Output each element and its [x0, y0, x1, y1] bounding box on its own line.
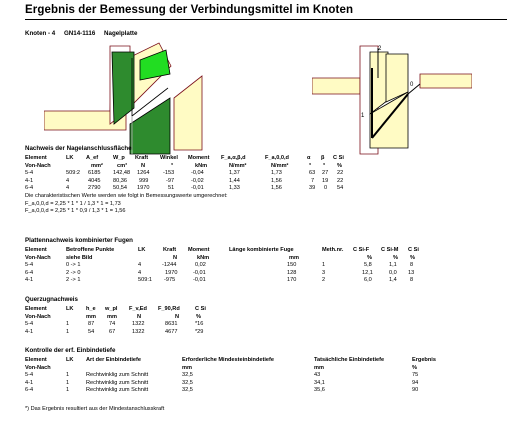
footnote: *) Das Ergebnis resultiert aus der Mindestanschlusskraft [25, 406, 165, 412]
nail-plate-bottom [130, 98, 170, 154]
timber-right [420, 74, 472, 88]
table-row: 4-1 4 4045 80,36 999 -97 -0,02 1,44 1,56 7 19 22 [25, 177, 344, 184]
table-row: 4-1 1 Rechtwinklig zum Schnitt 32,5 34,1 94 [25, 379, 419, 386]
table-header-row-2: Von-Nach mm² cm³ N ° kNm N/mm² N/mm² ° ° % [25, 162, 342, 169]
table-header-row-1: Element LK Art der Einbindetiefe Erforderliche Mindesteinbindetiefe Tatsächliche Einbindetiefe Ergebnis [25, 357, 436, 363]
table-transverse-tension [25, 306, 505, 336]
table-row: 5-4 1 87 74 1322 8631 *16 [25, 321, 204, 328]
title-rule [25, 19, 507, 20]
note-line: F_a,0,0,d = 2,25 * 1 * 0,9 / 1,3 * 1 = 1,56 [25, 208, 126, 215]
point-label-1: 1 [361, 113, 365, 119]
table-row: 6-4 1 Rechtwinklig zum Schnitt 32,5 35,6 90 [25, 387, 419, 394]
point-label-0: 0 [410, 82, 414, 88]
page-title: Ergebnis der Bemessung der Verbindungsmittel im Knoten [25, 4, 354, 16]
table-row: 6-4 2 -> 0 4 1970 -0,01 128 3 12,1 0,0 13 [25, 269, 415, 276]
table-header-row-2: Von-Nach siehe Bild N kNm mm % % % [25, 254, 415, 261]
table-row: 5-4 509:2 6185 142,48 1264 -153 -0,04 1,37 1,73 63 27 22 [25, 170, 344, 177]
table-header-row-1: Element LK A_ef W_p Kraft Winkel Moment F_a,α,β,d F_a,0,0,d α β C Si [25, 155, 344, 161]
note-line: Die charakteristischen Werte werden wie folgt in Bemessungswerte umgerechnet: [25, 192, 228, 199]
table-row: 5-4 0 -> 1 4 -1244 0,02 150 1 5,8 1,1 8 [25, 262, 414, 269]
table-row: 6-4 4 2790 50,54 1970 51 -0,01 1,33 1,56 39 0 54 [25, 185, 344, 192]
table-header-row-2: Von-Nach mm mm % [25, 364, 417, 371]
table-header-row-1: Element LK h_e w_pl F_v,Ed F_90,Rd C Si [25, 306, 206, 312]
nail-plate-left [112, 52, 134, 124]
node-meta [25, 30, 144, 37]
table-row: 4-1 1 54 67 1322 4677 *29 [25, 328, 204, 335]
note-line: F_a,0,0,d = 2,25 * 1 * 1 / 1,3 * 1 = 1,73 [25, 200, 121, 207]
timber-right [174, 76, 202, 150]
table-row: 4-1 2 -> 1 509:1 -975 -0,01 170 2 6,0 1,4 8 [25, 277, 414, 284]
section-title-transverse-tension: Querzugnachweis [25, 296, 78, 303]
section-title-embedment-depth: Kontrolle der erf. Einbindetiefe [25, 347, 116, 354]
node-diagram-points [312, 38, 472, 170]
point-label-2: 2 [378, 46, 382, 52]
table-nail-area [25, 155, 505, 216]
timber-horizontal [312, 78, 360, 94]
node-type: Nagelplatte [104, 30, 138, 37]
table-row: 5-4 1 Rechtwinklig zum Schnitt 32,5 43 75 [25, 372, 419, 379]
node-label: Knoten - 4 [25, 30, 56, 37]
table-header-row-1: Element Betroffene Punkte LK Kraft Moment Länge kombinierte Fuge Meth.nr. C Si-F C Si-M C Si [25, 247, 419, 253]
table-embedment-depth [25, 357, 505, 395]
table-plate-check [25, 247, 505, 285]
section-title-plate-check: Plattennachweis kombinierter Fugen [25, 237, 133, 244]
table-header-row-2: Von-Nach mm mm N N % [25, 313, 201, 320]
section-title-nail-area: Nachweis der Nagelanschlussfläche [25, 145, 132, 152]
node-code: GN14-1116 [63, 30, 96, 37]
